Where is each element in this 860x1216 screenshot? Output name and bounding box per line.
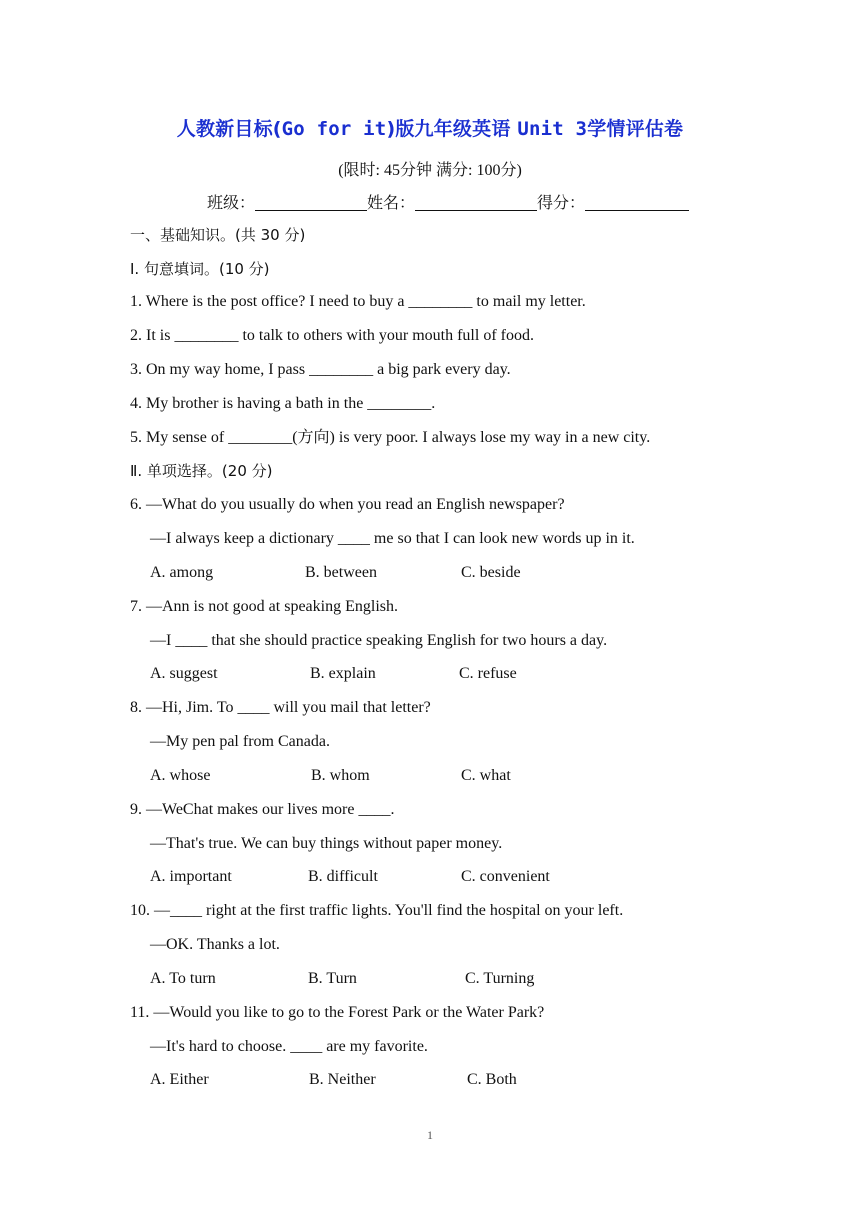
title-part-1: 人教新目标(: [176, 118, 282, 140]
choice-response: —I ____ that she should practice speaking English for two hours a day.: [150, 632, 608, 649]
option-c: C. convenient: [461, 868, 550, 885]
title-part-4: Unit 3: [517, 118, 588, 140]
option-b: B. difficult: [308, 868, 378, 885]
option-a: A. Either: [150, 1071, 209, 1088]
option-b: B. between: [305, 564, 377, 581]
option-a: A. important: [150, 868, 232, 885]
fill-question: 1. Where is the post office? I need to buy a ________ to mail my letter.: [130, 293, 586, 310]
option-c: C. Turning: [465, 970, 535, 987]
section-heading: 一、基础知识。(共 30 分): [130, 226, 306, 244]
part-heading-choice: Ⅱ. 单项选择。(20 分): [130, 462, 273, 480]
student-info-line: [207, 190, 689, 213]
choice-response: —My pen pal from Canada.: [150, 733, 330, 750]
choice-response: —It's hard to choose. ____ are my favorite.: [150, 1038, 428, 1055]
choice-question: 8. —Hi, Jim. To ____ will you mail that letter?: [130, 699, 431, 716]
document-title: [0, 114, 860, 141]
fill-question: 2. It is ________ to talk to others with your mouth full of food.: [130, 327, 534, 344]
option-a: A. among: [150, 564, 214, 581]
option-c: C. beside: [461, 564, 521, 581]
choice-question: 6. —What do you usually do when you read an English newspaper?: [130, 496, 565, 513]
title-part-5: 学情评估卷: [587, 118, 684, 140]
fill-question: 5. My sense of ________(方向) is very poor. I always lose my way in a new city.: [130, 429, 651, 446]
choice-response: —That's true. We can buy things without paper money.: [150, 835, 503, 852]
option-c: C. what: [461, 767, 511, 784]
document-subtitle: (限时: 45分钟 满分: 100分): [338, 162, 522, 179]
choice-response: —OK. Thanks a lot.: [150, 936, 280, 953]
class-blank: [255, 195, 367, 211]
option-c: C. Both: [467, 1071, 517, 1088]
score-blank: [585, 195, 689, 211]
page-number: 1: [427, 1128, 433, 1142]
option-b: B. Neither: [309, 1071, 376, 1088]
option-a: A. whose: [150, 767, 211, 784]
name-blank: [415, 195, 537, 211]
option-a: A. To turn: [150, 970, 216, 987]
option-a: A. suggest: [150, 665, 218, 682]
part-heading-fill: I. 句意填词。(10 分): [130, 260, 270, 278]
fill-question: 4. My brother is having a bath in the ________.: [130, 395, 436, 412]
choice-question: 11. —Would you like to go to the Forest Park or the Water Park?: [130, 1004, 545, 1021]
choice-response: —I always keep a dictionary ____ me so that I can look new words up in it.: [150, 530, 635, 547]
title-part-3: )版九年级英语: [386, 118, 518, 140]
choice-question: 7. —Ann is not good at speaking English.: [130, 598, 398, 615]
fill-question: 3. On my way home, I pass ________ a big park every day.: [130, 361, 511, 378]
choice-question: 9. —WeChat makes our lives more ____.: [130, 801, 395, 818]
option-b: B. Turn: [308, 970, 357, 987]
name-label: 姓名：: [367, 195, 416, 212]
choice-question: 10. —____ right at the first traffic lights. You'll find the hospital on your left.: [130, 902, 624, 919]
title-part-2: Go for it: [281, 118, 387, 140]
option-b: B. whom: [311, 767, 370, 784]
option-c: C. refuse: [459, 665, 517, 682]
class-label: 班级：: [207, 195, 256, 212]
option-b: B. explain: [310, 665, 376, 682]
score-label: 得分：: [537, 195, 586, 212]
